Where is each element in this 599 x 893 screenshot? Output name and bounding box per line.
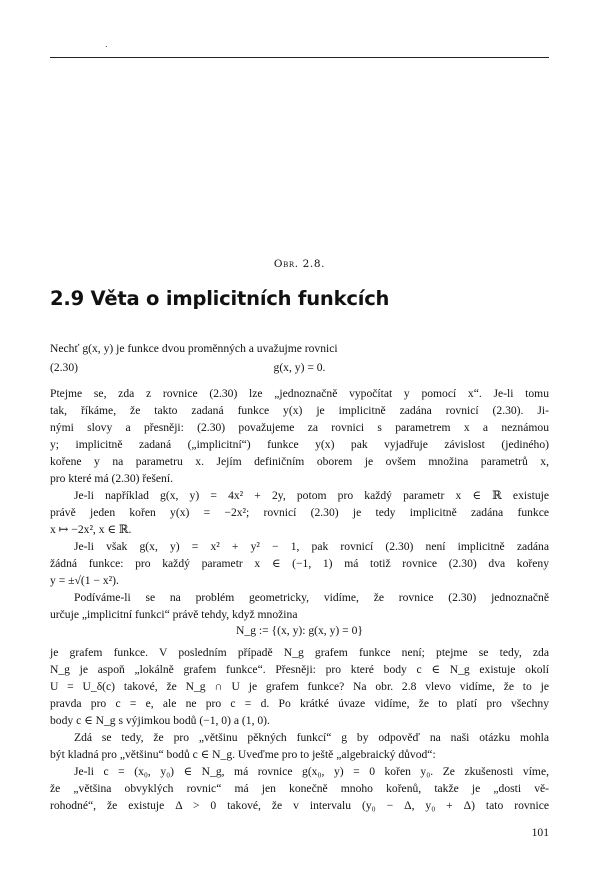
p7-line: že „většina obvyklých rovnic“ má jen konečně mnoho kořenů, takže je „dosti vě- (50, 782, 549, 795)
equation-number: (2.30) (50, 361, 79, 374)
paragraph-7-cont (50, 780, 549, 814)
p3-line: y = ±√(1 − x²). (50, 574, 119, 587)
p4-line: určuje „implicitní funkci“ právě tehdy, když množina (50, 608, 298, 621)
p1-line: y; implicitně zadaná („implicitní“) funkce y(x) pak vyjadřuje závislost (jediného) (50, 438, 549, 451)
p7-line: rohodné“, že existuje Δ > 0 takové, že v intervalu (y₀ − Δ, y₀ + Δ) tato rovnice (50, 799, 549, 812)
page-number: 101 (531, 826, 549, 839)
p1-line: kořene y na parametru x. Jejím definičním oborem je ovšem množina parametrů x, (50, 455, 549, 468)
paragraph-7 (50, 763, 549, 780)
set-equation: N_g := {(x, y): g(x, y) = 0} (236, 624, 363, 637)
section-heading: 2.9 Věta o implicitních funkcích (50, 287, 390, 310)
paragraph-2 (50, 487, 549, 504)
paragraph-4-cont (50, 606, 549, 623)
p1-line: nými slovy a přesněji: (2.30) považujeme za rovnici s parametrem x a neznámou (50, 421, 549, 434)
header-dot: . (105, 40, 108, 49)
intro-line: Nechť g(x, y) je funkce dvou proměnných a uvažujme rovnici (50, 342, 338, 355)
paragraph-5 (50, 644, 549, 729)
p5-line: U = U_δ(c) takové, že N_g ∩ U je grafem funkce? Na obr. 2.8 vlevo vidíme, že to je (50, 680, 549, 693)
paragraph-3-cont (50, 555, 549, 589)
p4-line: Podíváme-li se na problém geometricky, vidíme, že rovnice (2.30) jednoznačně (74, 591, 549, 604)
paragraph-4 (50, 589, 549, 606)
p1-line: pro které má (2.30) řešení. (50, 472, 173, 485)
equation-2-30 (50, 361, 549, 378)
header-rule (50, 57, 549, 58)
p1-line: Ptejme se, zda z rovnice (2.30) lze „jednoznačně vypočítat y pomocí x“. Je-li tomu (50, 387, 549, 400)
p6-line: být kladná pro „většinu“ bodů c ∈ N_g. Uveďme pro to ještě „algebraický důvod“: (50, 748, 436, 761)
p2-line: právě jeden kořen y(x) = −2x²; rovnicí (2.30) je tedy implicitně zadána funkce (50, 506, 549, 519)
intro-paragraph (50, 340, 549, 357)
paragraph-6-cont (50, 746, 549, 763)
p2-line: Je-li například g(x, y) = 4x² + 2y, potom pro každý parametr x ∈ ℝ existuje (74, 489, 549, 502)
equation-body: g(x, y) = 0. (273, 361, 326, 374)
paragraph-1 (50, 385, 549, 487)
p6-line: Zdá se tedy, že pro „většinu pěkných funkcí“ g by odpověď na naši otázku mohla (74, 731, 549, 744)
figure-caption (0, 258, 599, 270)
p1-line: tak, říkáme, že takto zadaná funkce y(x) je implicitně zadána rovnicí (2.30). Ji- (50, 404, 549, 417)
p3-line: žádná funkce: pro každý parametr x ∈ (−1, 1) má totiž rovnice (2.30) dva kořeny (50, 557, 549, 570)
p2-line: x ↦ −2x², x ∈ ℝ. (50, 523, 132, 536)
figure-caption-text: Obr. 2.8. (273, 258, 326, 270)
paragraph-3 (50, 538, 549, 555)
p5-line: je grafem funkce. V posledním případě N_g grafem funkce není; ptejme se tedy, zda (50, 646, 549, 659)
p5-line: pravda pro c = e, ale ne pro c = d. Po krátké úvaze vidíme, že to platí pro všechny (50, 697, 549, 710)
paragraph-2-cont (50, 504, 549, 538)
p5-line: body c ∈ N_g s výjimkou bodů (−1, 0) a (1, 0). (50, 714, 270, 727)
p5-line: N_g je aspoň „lokálně grafem funkce“. Přesněji: pro které body c ∈ N_g existuje okolí (50, 663, 549, 676)
paragraph-6 (50, 729, 549, 746)
p3-line: Je-li však g(x, y) = x² + y² − 1, pak rovnicí (2.30) není implicitně zadána (74, 540, 549, 553)
p7-line: Je-li c = (x₀, y₀) ∈ N_g, má rovnice g(x₀, y) = 0 kořen y₀. Ze zkušenosti víme, (74, 765, 549, 778)
